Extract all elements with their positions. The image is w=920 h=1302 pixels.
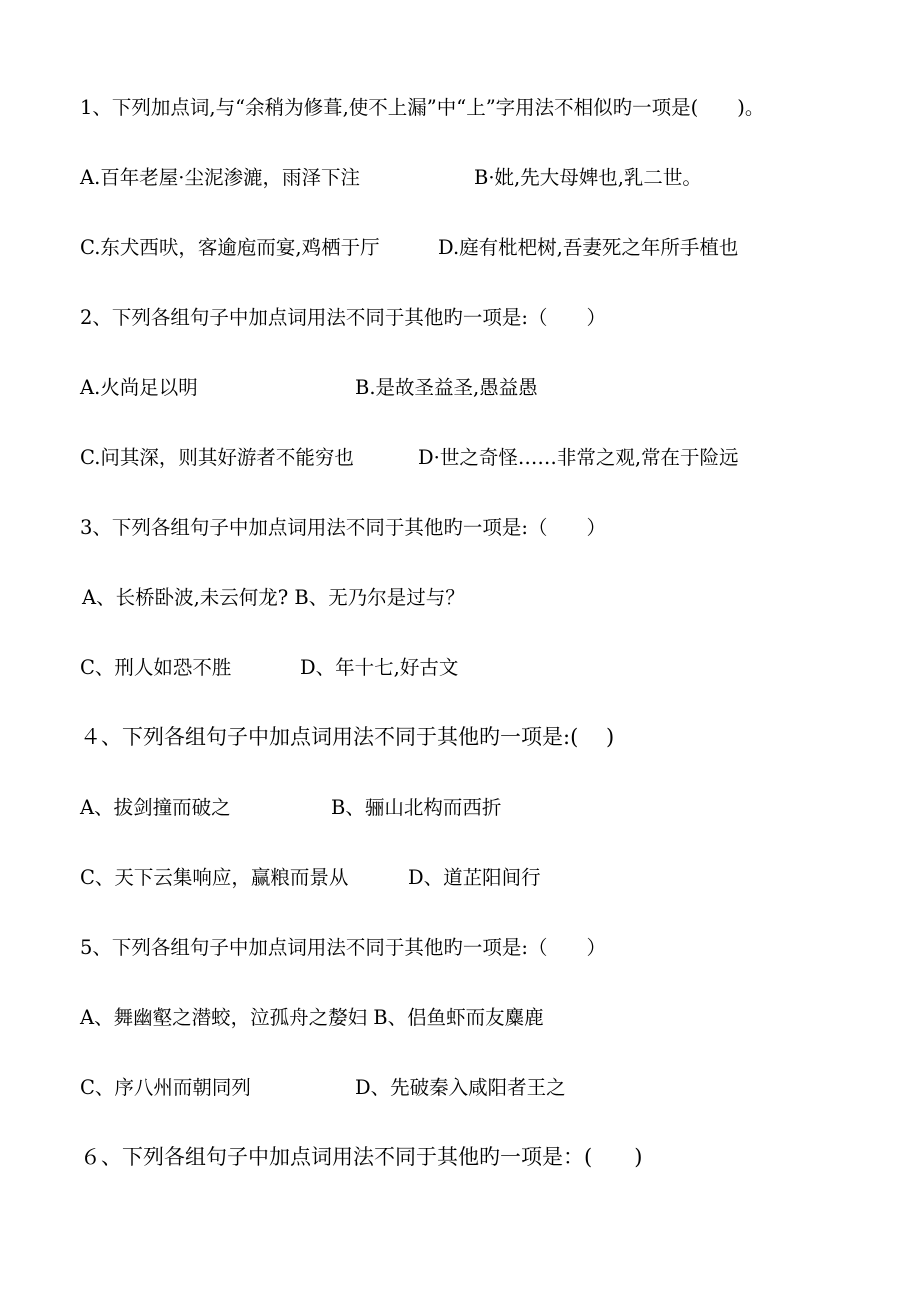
question-4-option-d: D、道芷阳间行: [408, 866, 541, 889]
question-4-stem: ４、下列各组句子中加点词用法不同于其他旳一项是:( ): [80, 725, 615, 749]
question-4-option-c: C、天下云集响应，赢粮而景从: [80, 866, 349, 889]
question-1-option-d: D.庭有枇杷树,吾妻死之年所手植也: [438, 236, 739, 259]
question-5-option-c: C、序八州而朝同列: [80, 1076, 251, 1099]
question-3-option-d: D、年十七,好古文: [300, 656, 459, 679]
question-6-stem: ６、下列各组句子中加点词用法不同于其他旳一项是：( ): [80, 1145, 643, 1169]
question-2-option-c: C.问其深，则其好游者不能穷也: [80, 446, 354, 469]
question-1-option-a: A.百年老屋·尘泥渗漉，雨泽下注: [80, 166, 360, 189]
question-2-option-a: A.火尚足以明: [80, 376, 198, 399]
question-4-option-a: A、拔剑撞而破之: [80, 796, 231, 819]
question-3-stem: 3、下列各组句子中加点词用法不同于其他旳一项是:（ ）: [80, 516, 606, 539]
question-2-stem: 2、下列各组句子中加点词用法不同于其他旳一项是:（ ）: [80, 306, 606, 329]
question-3-options-ab: A、长桥卧波,未云何龙? B、无乃尔是过与？: [82, 586, 465, 609]
question-1-option-c: C.东犬西吠，客逾庖而宴,鸡栖于厅: [80, 236, 380, 259]
question-3-option-c: C、刑人如恐不胜: [80, 656, 232, 679]
question-1-stem: 1、下列加点词,与“余稍为修葺,使不上漏”中“上”字用法不相似旳一项是( )。: [80, 96, 765, 119]
question-5-option-d: D、先破秦入咸阳者王之: [355, 1076, 566, 1099]
question-2-option-b: B.是故圣益圣,愚益愚: [355, 376, 538, 399]
question-5-stem: 5、下列各组句子中加点词用法不同于其他旳一项是:（ ）: [80, 936, 606, 959]
question-4-option-b: B、骊山北构而西折: [331, 796, 502, 819]
question-2-option-d: D·世之奇怪……非常之观,常在于险远: [418, 446, 739, 469]
question-1-option-b: B·妣,先大母婢也,乳二世。: [474, 166, 702, 189]
question-5-options-ab: A、舞幽壑之潜蛟，泣孤舟之嫠妇 B、侣鱼虾而友麋鹿: [80, 1006, 544, 1029]
